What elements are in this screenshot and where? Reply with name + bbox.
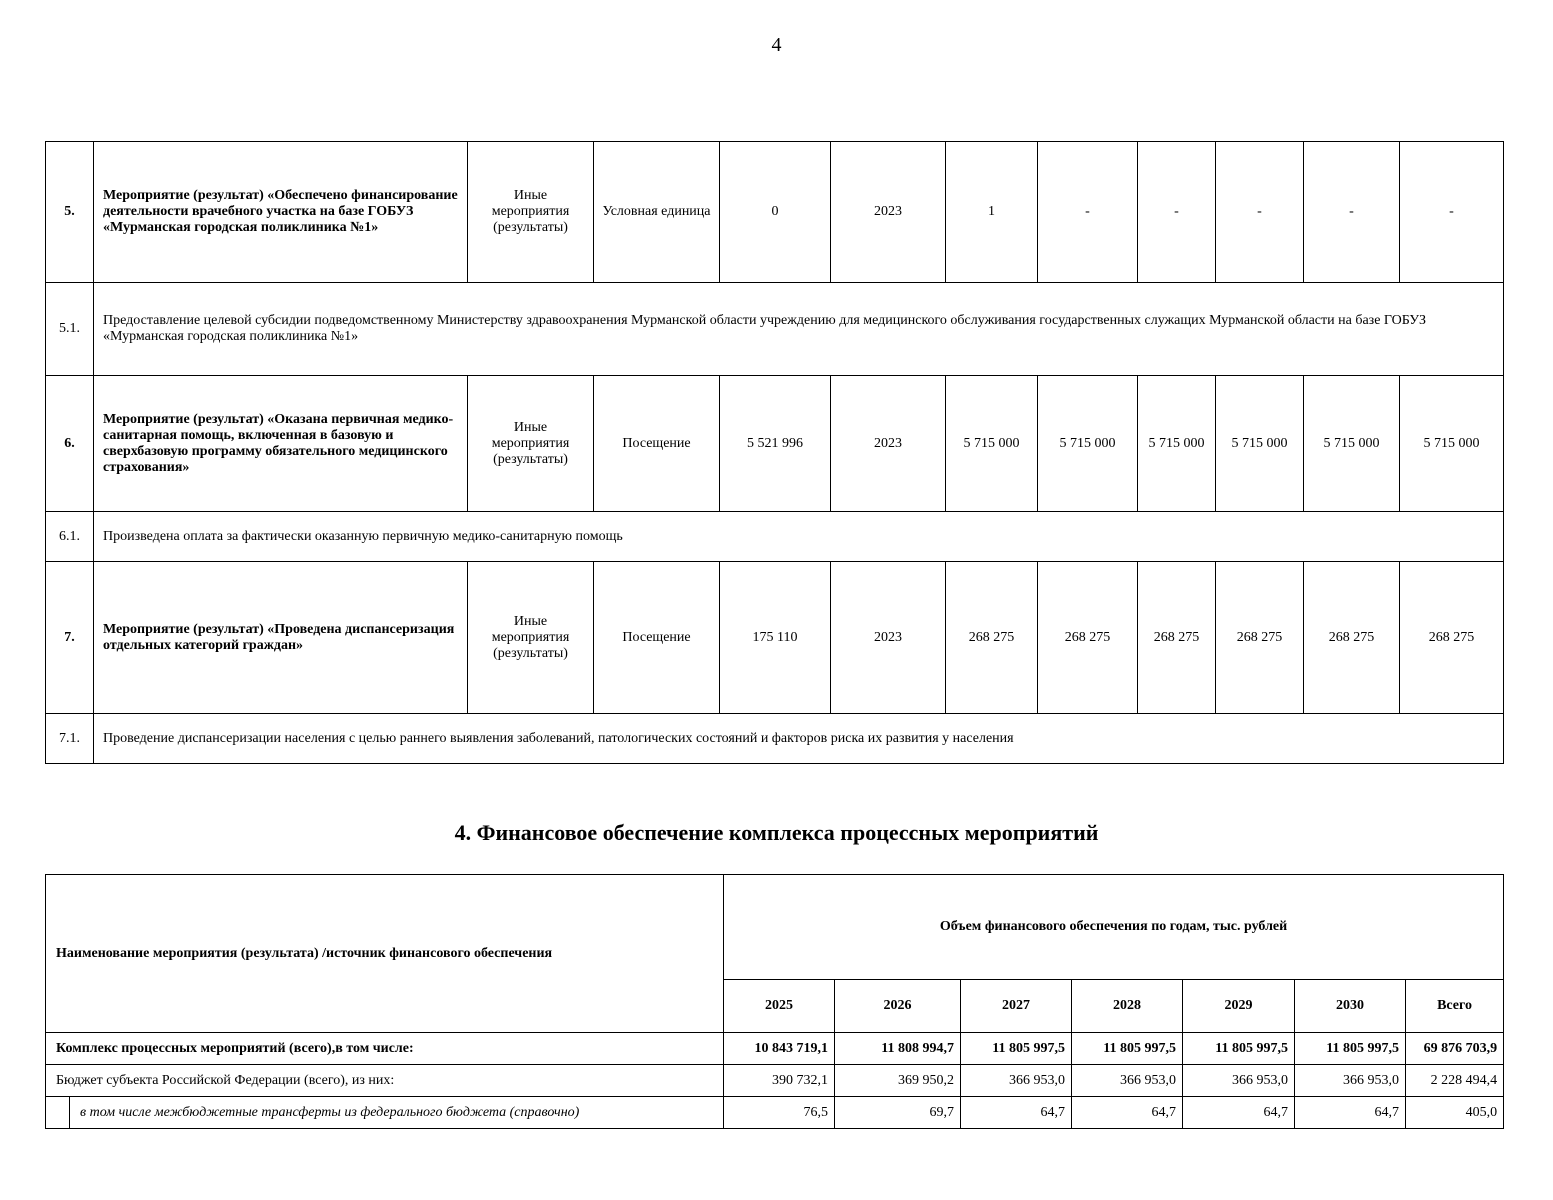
value-2029: 268 275 (1304, 562, 1400, 714)
unit: Посещение (594, 562, 720, 714)
measure-type: Иные мероприятия (результаты) (468, 376, 594, 512)
value-2027: - (1138, 142, 1216, 283)
value-2026: - (1038, 142, 1138, 283)
task-description: Произведена оплата за фактически оказанную первичную медико-санитарную помощь (94, 512, 1504, 562)
table-row (46, 1065, 1504, 1097)
cell-value: 366 953,0 (1072, 1065, 1183, 1097)
cell-value: 69,7 (835, 1097, 961, 1129)
unit: Условная единица (594, 142, 720, 283)
page-number: 4 (771, 34, 782, 56)
cell-value: 369 950,2 (835, 1065, 961, 1097)
value-2028: 5 715 000 (1216, 376, 1304, 512)
base-value: 0 (720, 142, 831, 283)
table-row (46, 1097, 1504, 1129)
value-2030: 5 715 000 (1400, 376, 1504, 512)
base-value: 5 521 996 (720, 376, 831, 512)
measure-name: Мероприятие (результат) «Оказана первичная медико-санитарная помощь, включенная в базовую и сверхбазовую программу обязательного медицинского страхования» (94, 376, 468, 512)
row-label: Комплекс процессных мероприятий (всего),в том числе: (46, 1033, 724, 1065)
year-header: 2030 (1295, 980, 1406, 1033)
value-2030: - (1400, 142, 1504, 283)
cell-value: 64,7 (1183, 1097, 1295, 1129)
total-header: Всего (1406, 980, 1504, 1033)
table-row (46, 1033, 1504, 1065)
cell-value: 11 805 997,5 (1295, 1033, 1406, 1065)
year-header: 2027 (961, 980, 1072, 1033)
row-label: Бюджет субъекта Российской Федерации (всего), из них: (46, 1065, 724, 1097)
year-header: 2026 (835, 980, 961, 1033)
value-2027: 5 715 000 (1138, 376, 1216, 512)
value-2025: 5 715 000 (946, 376, 1038, 512)
table-row (46, 512, 1504, 562)
value-2025: 1 (946, 142, 1038, 283)
section-title: 4. Финансовое обеспечение комплекса процессных мероприятий (454, 820, 1099, 845)
cell-value: 366 953,0 (1295, 1065, 1406, 1097)
value-2029: 5 715 000 (1304, 376, 1400, 512)
measure-name: Мероприятие (результат) «Проведена диспансеризация отдельных категорий граждан» (94, 562, 468, 714)
row-number: 6. (46, 376, 94, 512)
table-row (46, 714, 1504, 764)
cell-value: 64,7 (961, 1097, 1072, 1129)
cell-value: 405,0 (1406, 1097, 1504, 1129)
cell-value: 11 805 997,5 (961, 1033, 1072, 1065)
row-number: 5.1. (46, 283, 94, 376)
base-value: 175 110 (720, 562, 831, 714)
cell-value: 366 953,0 (1183, 1065, 1295, 1097)
value-2027: 268 275 (1138, 562, 1216, 714)
cell-value: 11 808 994,7 (835, 1033, 961, 1065)
value-2028: - (1216, 142, 1304, 283)
indent-cell (46, 1097, 70, 1129)
table-row (46, 283, 1504, 376)
cell-value: 10 843 719,1 (724, 1033, 835, 1065)
row-number: 7.1. (46, 714, 94, 764)
task-description: Проведение диспансеризации населения с целью раннего выявления заболеваний, патологических состояний и факторов риска их развития у населения (94, 714, 1504, 764)
base-year: 2023 (831, 376, 946, 512)
cell-value: 64,7 (1295, 1097, 1406, 1129)
row-number: 6.1. (46, 512, 94, 562)
unit: Посещение (594, 376, 720, 512)
measure-type: Иные мероприятия (результаты) (468, 142, 594, 283)
cell-value: 64,7 (1072, 1097, 1183, 1129)
table-row (46, 142, 1504, 283)
cell-value: 366 953,0 (961, 1065, 1072, 1097)
cell-value: 76,5 (724, 1097, 835, 1129)
year-header: 2029 (1183, 980, 1295, 1033)
table-row (46, 376, 1504, 512)
row-number: 7. (46, 562, 94, 714)
cell-value: 11 805 997,5 (1072, 1033, 1183, 1065)
year-header: 2025 (724, 980, 835, 1033)
cell-value: 11 805 997,5 (1183, 1033, 1295, 1065)
value-2026: 268 275 (1038, 562, 1138, 714)
value-2026: 5 715 000 (1038, 376, 1138, 512)
column-header-volume: Объем финансового обеспечения по годам, тыс. рублей (724, 875, 1504, 980)
cell-value: 2 228 494,4 (1406, 1065, 1504, 1097)
row-number: 5. (46, 142, 94, 283)
results-table (45, 141, 1504, 764)
cell-value: 69 876 703,9 (1406, 1033, 1504, 1065)
cell-value: 390 732,1 (724, 1065, 835, 1097)
financing-table (45, 874, 1504, 1129)
year-header: 2028 (1072, 980, 1183, 1033)
value-2025: 268 275 (946, 562, 1038, 714)
measure-name: Мероприятие (результат) «Обеспечено финансирование деятельности врачебного участка на базе ГОБУЗ «Мурманская городская поликлиника №1» (94, 142, 468, 283)
task-description: Предоставление целевой субсидии подведомственному Министерству здравоохранения Мурманской области учреждению для медицинского обслуживания государственных служащих Мурманской области на базе ГОБУЗ «Мурманская городская поликлиника №1» (94, 283, 1504, 376)
base-year: 2023 (831, 562, 946, 714)
value-2030: 268 275 (1400, 562, 1504, 714)
row-label: в том числе межбюджетные трансферты из федерального бюджета (справочно) (70, 1097, 724, 1129)
value-2028: 268 275 (1216, 562, 1304, 714)
value-2029: - (1304, 142, 1400, 283)
measure-type: Иные мероприятия (результаты) (468, 562, 594, 714)
table-header-row (46, 875, 1504, 980)
table-row (46, 562, 1504, 714)
base-year: 2023 (831, 142, 946, 283)
column-header-name: Наименование мероприятия (результата) /источник финансового обеспечения (46, 875, 724, 1033)
